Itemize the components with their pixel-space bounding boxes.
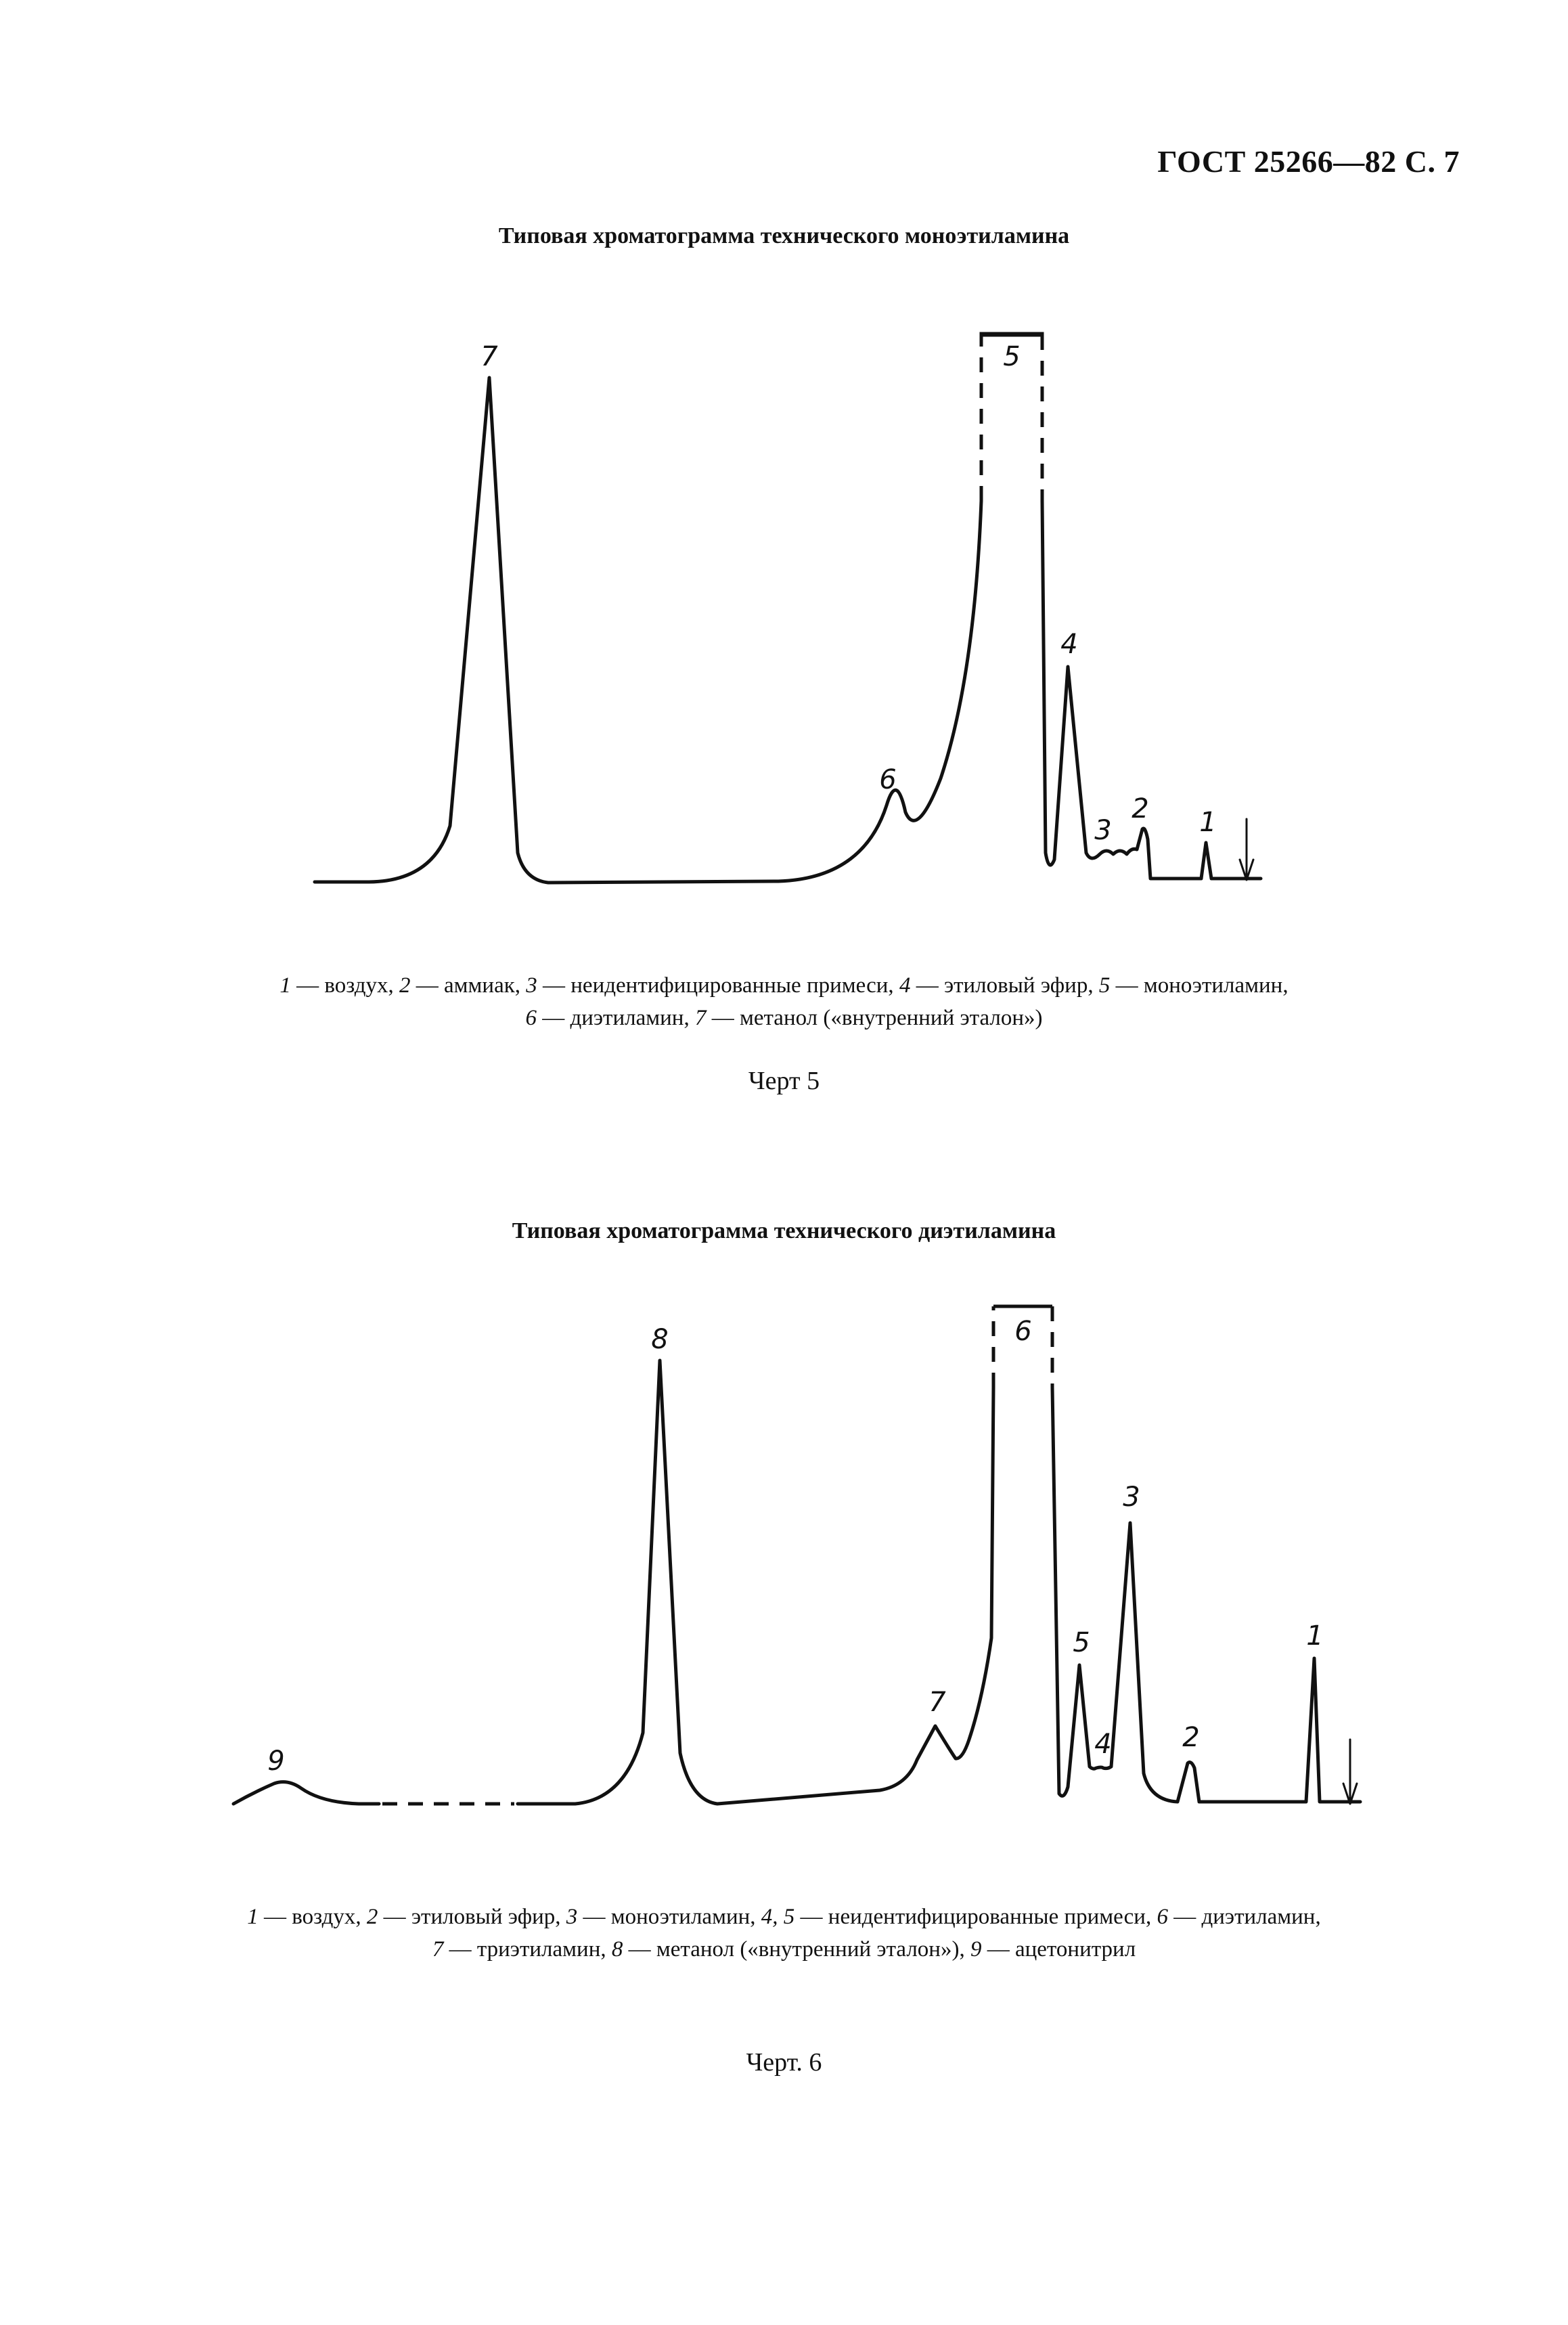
legend-text: — моноэтиламин,: [1110, 973, 1289, 998]
legend-num: 8: [611, 1937, 623, 1962]
legend-text: — моноэтиламин,: [577, 1905, 761, 1929]
peak-label-2: 2: [1132, 793, 1149, 824]
legend-num: 4, 5: [761, 1905, 795, 1929]
peak-label-6: 6: [1014, 1316, 1032, 1347]
legend-text: — воздух,: [258, 1905, 367, 1929]
figure-2-label: Черт. 6: [746, 2048, 822, 2077]
peak-label-4: 4: [1094, 1729, 1112, 1760]
legend-text: — аммиак,: [410, 973, 527, 998]
legend-num: 6: [525, 1006, 537, 1030]
figure-1-label: Черт 5: [748, 1067, 820, 1095]
peak-label-3: 3: [1094, 815, 1112, 846]
document-header: ГОСТ 25266—82 С. 7: [1157, 144, 1460, 179]
chromatogram-1-trace: [315, 378, 981, 883]
legend-text: — неидентифицированные примеси,: [794, 1905, 1157, 1929]
peak-label-6: 6: [879, 764, 897, 795]
peak-label-4: 4: [1060, 629, 1078, 660]
legend-num: 4: [899, 973, 911, 998]
legend-num: 9: [970, 1937, 982, 1962]
peak-5-top: [981, 334, 1042, 335]
legend-text: — диэтиламин,: [536, 1006, 695, 1030]
chromatogram-1-trace-right: [1042, 501, 1261, 879]
figure-1-title: Типовая хроматограмма технического моноэтиламина: [498, 223, 1070, 248]
figure-1-caption-line-2: [0, 1002, 1568, 1034]
legend-num: 2: [399, 973, 411, 998]
figure-1-caption: [0, 969, 1568, 1034]
figure-2-caption-line-1: [0, 1901, 1568, 1933]
legend-num: 2: [366, 1905, 378, 1929]
figure-2-caption: [0, 1901, 1568, 1966]
figure-2-title: Типовая хроматограмма технического диэтиламина: [512, 1218, 1056, 1243]
peak-label-5: 5: [1003, 341, 1021, 372]
legend-num: 7: [432, 1937, 444, 1962]
legend-text: — метанол («внутренний эталон»): [706, 1006, 1043, 1030]
legend-num: 1: [247, 1905, 259, 1929]
chromatogram-2: [0, 1286, 1568, 1895]
peak-label-8: 8: [651, 1324, 669, 1355]
legend-text: — метанол («внутренний эталон»),: [623, 1937, 970, 1962]
chromatogram-2-trace-start: [233, 1782, 379, 1804]
legend-num: 7: [694, 1006, 707, 1030]
peak-label-1: 1: [1306, 1620, 1324, 1652]
legend-num: 3: [526, 973, 537, 998]
legend-text: — воздух,: [290, 973, 399, 998]
figure-1-caption-line-1: [0, 969, 1568, 1002]
legend-num: 6: [1157, 1905, 1168, 1929]
legend-num: 3: [566, 1905, 578, 1929]
injection-arrow-1: [1240, 819, 1253, 880]
peak-label-7: 7: [480, 341, 498, 372]
peak-label-2: 2: [1182, 1722, 1200, 1753]
peak-label-9: 9: [267, 1746, 285, 1777]
legend-text: — неидентифицированные примеси,: [537, 973, 899, 998]
legend-text: — этиловый эфир,: [378, 1905, 566, 1929]
chromatogram-1: [0, 298, 1568, 907]
peak-label-3: 3: [1123, 1482, 1140, 1513]
injection-arrow-2: [1343, 1740, 1357, 1804]
peak-label-5: 5: [1073, 1627, 1090, 1658]
legend-text: — ацетонитрил: [981, 1937, 1136, 1962]
legend-num: 1: [279, 973, 291, 998]
figure-2-caption-line-2: [0, 1933, 1568, 1966]
legend-num: 5: [1098, 973, 1111, 998]
peak-label-1: 1: [1199, 807, 1217, 838]
chromatogram-2-trace: [518, 1360, 993, 1804]
legend-text: — триэтиламин,: [443, 1937, 612, 1962]
legend-text: — этиловый эфир,: [910, 973, 1099, 998]
peak-label-7: 7: [928, 1687, 946, 1718]
legend-text: — диэтиламин,: [1167, 1905, 1321, 1929]
